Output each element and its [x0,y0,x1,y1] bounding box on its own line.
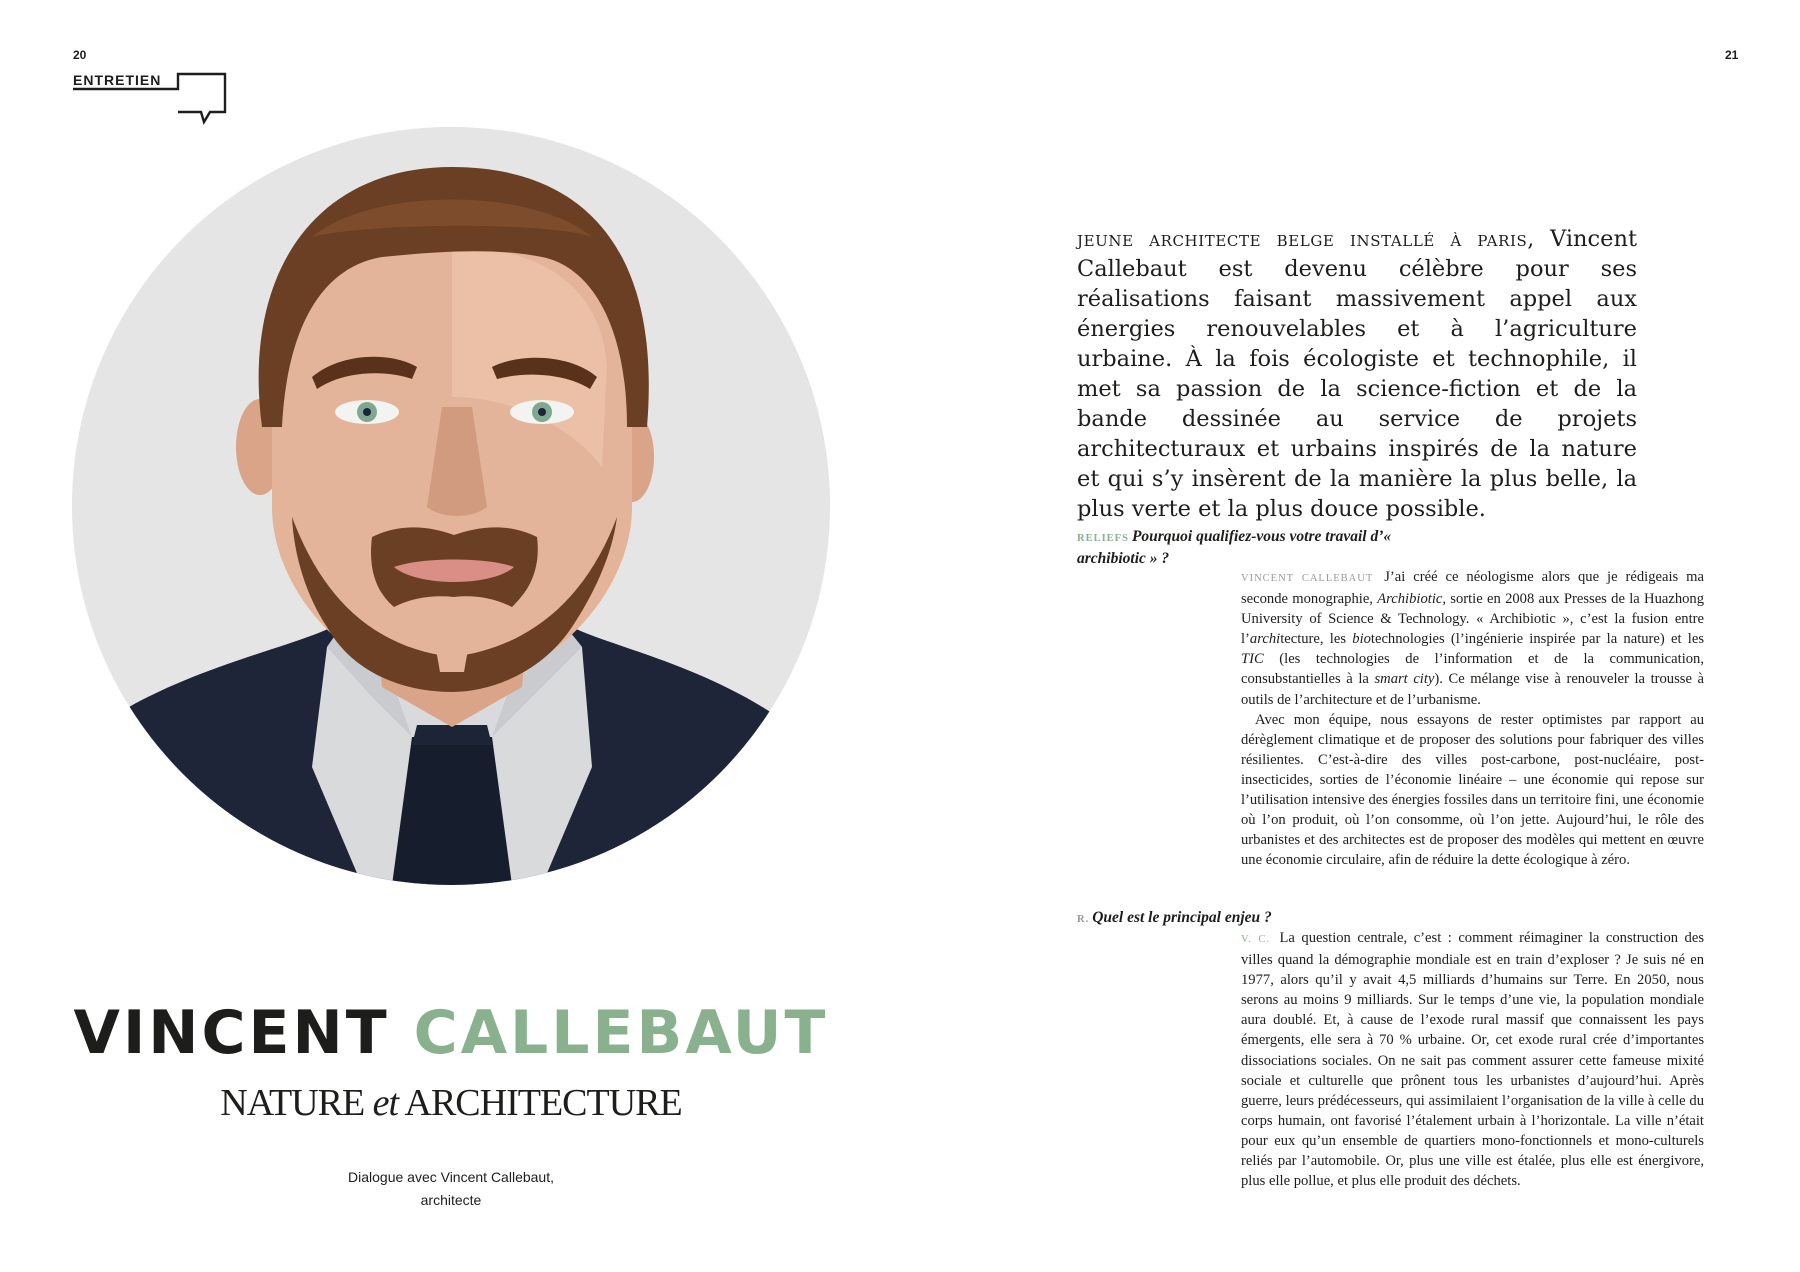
page-number-left: 20 [73,48,87,62]
question-1 [1077,527,1457,569]
byline [300,1166,602,1212]
subtitle-italic: et [372,1082,399,1124]
answer-1-paragraph-1 [1241,567,1704,710]
answer-1-italic: bio [1352,631,1371,648]
answer-1-text: J’ai créé ce néologisme alors que je rédigeais ma seconde monographie, [1241,569,1705,608]
answer-1-italic: smart city [1374,671,1435,688]
answer-2 [1241,928,1704,1191]
portrait-drawing [72,127,830,885]
intro-text: Vincent Callebaut est devenu célèbre pour ses réalisations faisant massivement appel aux énergies renouvelables et à l’agriculture urbaine. À la fois écologiste et technophile, il met sa passion de la science-fiction et de la bande dessinée au service de projets architecturaux et urbains inspirés de la nature et qui s’y insèrent de la manière la plus belle, la plus verte et la plus douce possible. [1077,226,1637,522]
page-number-right: 21 [1725,48,1739,62]
intro-lead: jeune architecte belge installé à paris, [1077,227,1535,251]
answer-2-paragraph-1 [1241,928,1704,1191]
section-tag [73,70,233,128]
title-first-name: VINCENT [73,998,390,1068]
answer-2-speaker: V. C. [1241,934,1270,945]
subtitle-part-a: NATURE [220,1082,373,1124]
answer-1-text: , sortie en 2008 aux Presses de la Huazhong University of Science & Technology. « Archibiotic », c’est la fusion entre l’ [1241,591,1705,648]
answer-1-text: technologies (l’ingénierie inspirée par la nature) et les [1370,631,1704,648]
answer-1-text: tecture, les [1280,631,1353,648]
title-block [72,998,830,1125]
answer-1-italic: TIC [1241,651,1264,668]
title-last-name: CALLEBAUT [413,998,829,1068]
answer-1-italic: archi [1249,631,1281,648]
question-2-text: Quel est le principal enjeu ? [1092,909,1272,926]
section-label: ENTRETIEN [73,72,162,88]
answer-1-paragraph-2: Avec mon équipe, nous essayons de rester optimistes par rapport au dérèglement climatique et de proposer des solutions pour fabriquer des villes résilientes. C’est-à-dire des villes post-carbone, post-nucléaire, post-insecticides, sorties de l’économie linéaire – une économie qui repose sur l’utilisation intensive des énergies fossiles dans un territoire fini, une économie où l’on produit, où l’on consomme, où l’on jette. Aujourd’hui, le rôle des urbanistes et des architectes est de proposer des modèles qui mettent en œuvre une économie circulaire, afin de réduire la dette écologique à zéro. [1241,711,1704,869]
question-1-speaker: RELIEFS [1077,533,1129,544]
answer-2-text: La question centrale, c’est : comment réimaginer la construction des villes quand la démographie mondiale est en train d’exploser ? Je suis né en 1977, alors qu’il y avait 4,5 milliards d’humains sur Terre. En 2050, nous serons au moins 9 milliards. Sur le temps d’une vie, la population mondiale aura doublé. Et, à cause de l’exode rural massif que connaissent les pays émergents, elle sera à 70 % urbaine. Or, cet exode rural crée d’importantes dissociations sociales. On ne sait pas comment assurer cette fameuse mixité sociale et culturelle que prônent tous les urbanistes d’aujourd’hui. Après guerre, leurs prédécesseurs, qui assimilaient l’organisation de la ville à celle du corps humain, ont favorisé l’étalement urbain à l’horizontale. La ville n’était pour eux qu’un ensemble de quartiers mono-fonctionnels et mono-culturels reliés par l’automobile. Or, plus une ville est étalée, plus elle est énergivore, plus elle pollue, et plus elle produit des déchets. [1241,930,1705,1190]
portrait-illustration [72,127,830,885]
subtitle-part-b: ARCHITECTURE [398,1082,682,1124]
question-2 [1077,908,1457,930]
answer-1-text: ). Ce mélange vise à renouveler la trousse à outils de l’architecture et de l’urbanisme. [1241,671,1704,708]
title-name [72,998,830,1068]
intro-paragraph [1077,224,1637,524]
question-2-speaker: R. [1077,914,1090,925]
byline-line-2: architecte [420,1192,482,1208]
question-1-text: Pourquoi qualifiez-vous votre travail d’« archibiotic » ? [1077,528,1392,567]
answer-1-text: (les technologies de l’information et de la communication, consubstantielles à la [1241,651,1704,688]
answer-1-speaker: VINCENT CALLEBAUT [1241,573,1374,584]
answer-1 [1241,567,1704,870]
title-subtitle [72,1081,830,1125]
byline-line-1: Dialogue avec Vincent Callebaut, [348,1169,554,1185]
answer-1-italic: Archibiotic [1377,591,1443,608]
